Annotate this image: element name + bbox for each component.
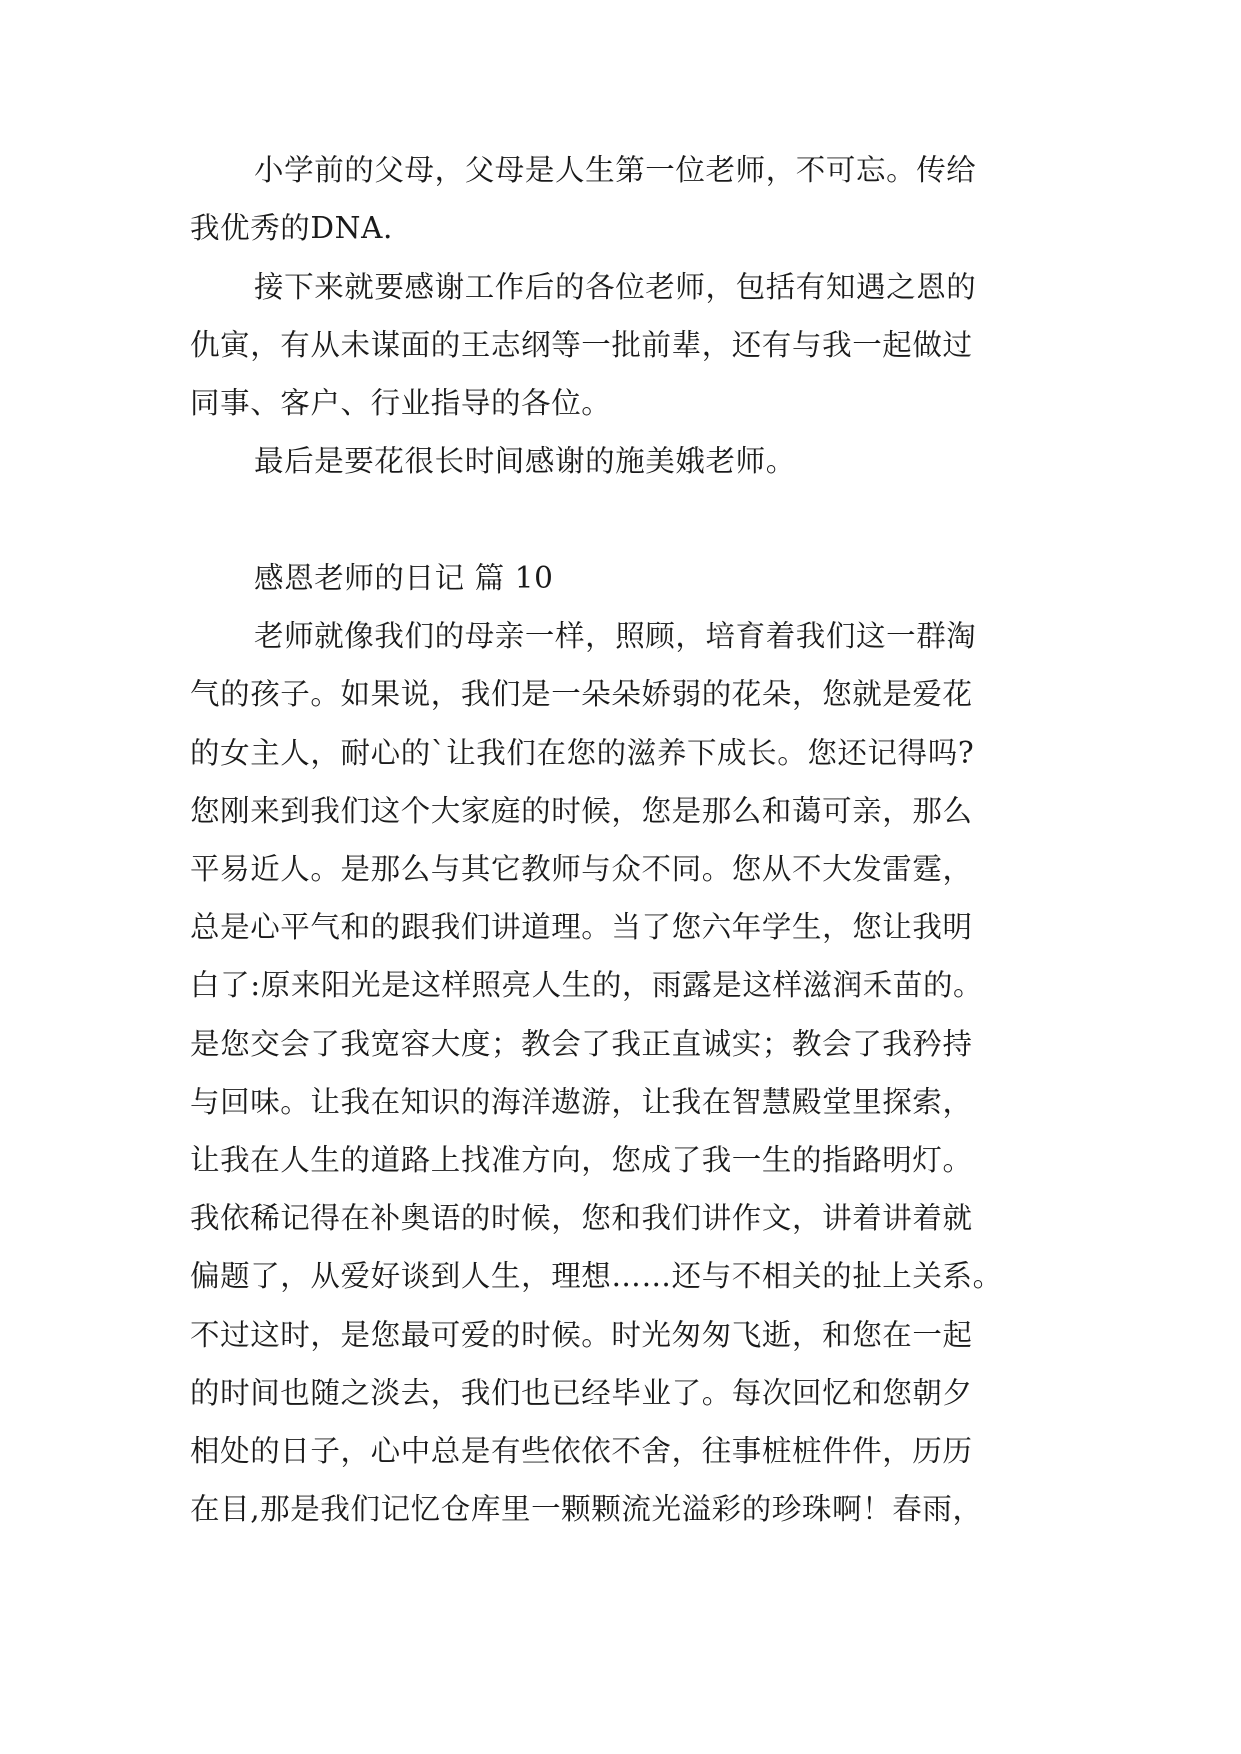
body-line: 在目,那是我们记忆仓库里一颗颗流光溢彩的珍珠啊！春雨， [190, 1492, 983, 1526]
paragraph-2-line-2: 仇寅，有从未谋面的王志纲等一批前辈，还有与我一起做过 [190, 328, 973, 362]
body-line: 您刚来到我们这个大家庭的时候，您是那么和蔼可亲，那么 [190, 794, 973, 828]
section-heading: 感恩老师的日记 篇 10 [254, 561, 554, 595]
paragraph-1-line-2: 我优秀的DNA. [190, 211, 393, 245]
body-line: 老师就像我们的母亲一样，照顾，培育着我们这一群淘 [254, 619, 977, 653]
paragraph-2-line-3: 同事、客户、行业指导的各位。 [190, 386, 612, 420]
paragraph-1-line-1: 小学前的父母，父母是人生第一位老师，不可忘。传给 [254, 153, 977, 187]
body-line: 总是心平气和的跟我们讲道理。当了您六年学生，您让我明 [190, 910, 973, 944]
paragraph-3-line-1: 最后是要花很长时间感谢的施美娥老师。 [254, 444, 796, 478]
body-line: 不过这时，是您最可爱的时候。时光匆匆飞逝，和您在一起 [190, 1318, 973, 1352]
body-line: 与回味。让我在知识的海洋遨游，让我在智慧殿堂里探索， [190, 1085, 973, 1119]
body-line: 偏题了，从爱好谈到人生，理想……还与不相关的扯上关系。 [190, 1259, 1003, 1293]
body-line: 的时间也随之淡去，我们也已经毕业了。每次回忆和您朝夕 [190, 1376, 973, 1410]
body-line: 平易近人。是那么与其它教师与众不同。您从不大发雷霆， [190, 852, 973, 886]
body-line: 白了:原来阳光是这样照亮人生的，雨露是这样滋润禾苗的。 [190, 968, 984, 1002]
body-line: 的女主人，耐心的`让我们在您的滋养下成长。您还记得吗? [190, 736, 975, 770]
body-line: 我依稀记得在补奥语的时候，您和我们讲作文，讲着讲着就 [190, 1201, 973, 1235]
paragraph-2-line-1: 接下来就要感谢工作后的各位老师，包括有知遇之恩的 [254, 270, 977, 304]
body-line: 让我在人生的道路上找准方向，您成了我一生的指路明灯。 [190, 1143, 973, 1177]
body-line: 气的孩子。如果说，我们是一朵朵娇弱的花朵，您就是爱花 [190, 677, 973, 711]
body-line: 相处的日子，心中总是有些依依不舍，往事桩桩件件，历历 [190, 1434, 973, 1468]
body-line: 是您交会了我宽容大度；教会了我正直诚实；教会了我矜持 [190, 1027, 973, 1061]
